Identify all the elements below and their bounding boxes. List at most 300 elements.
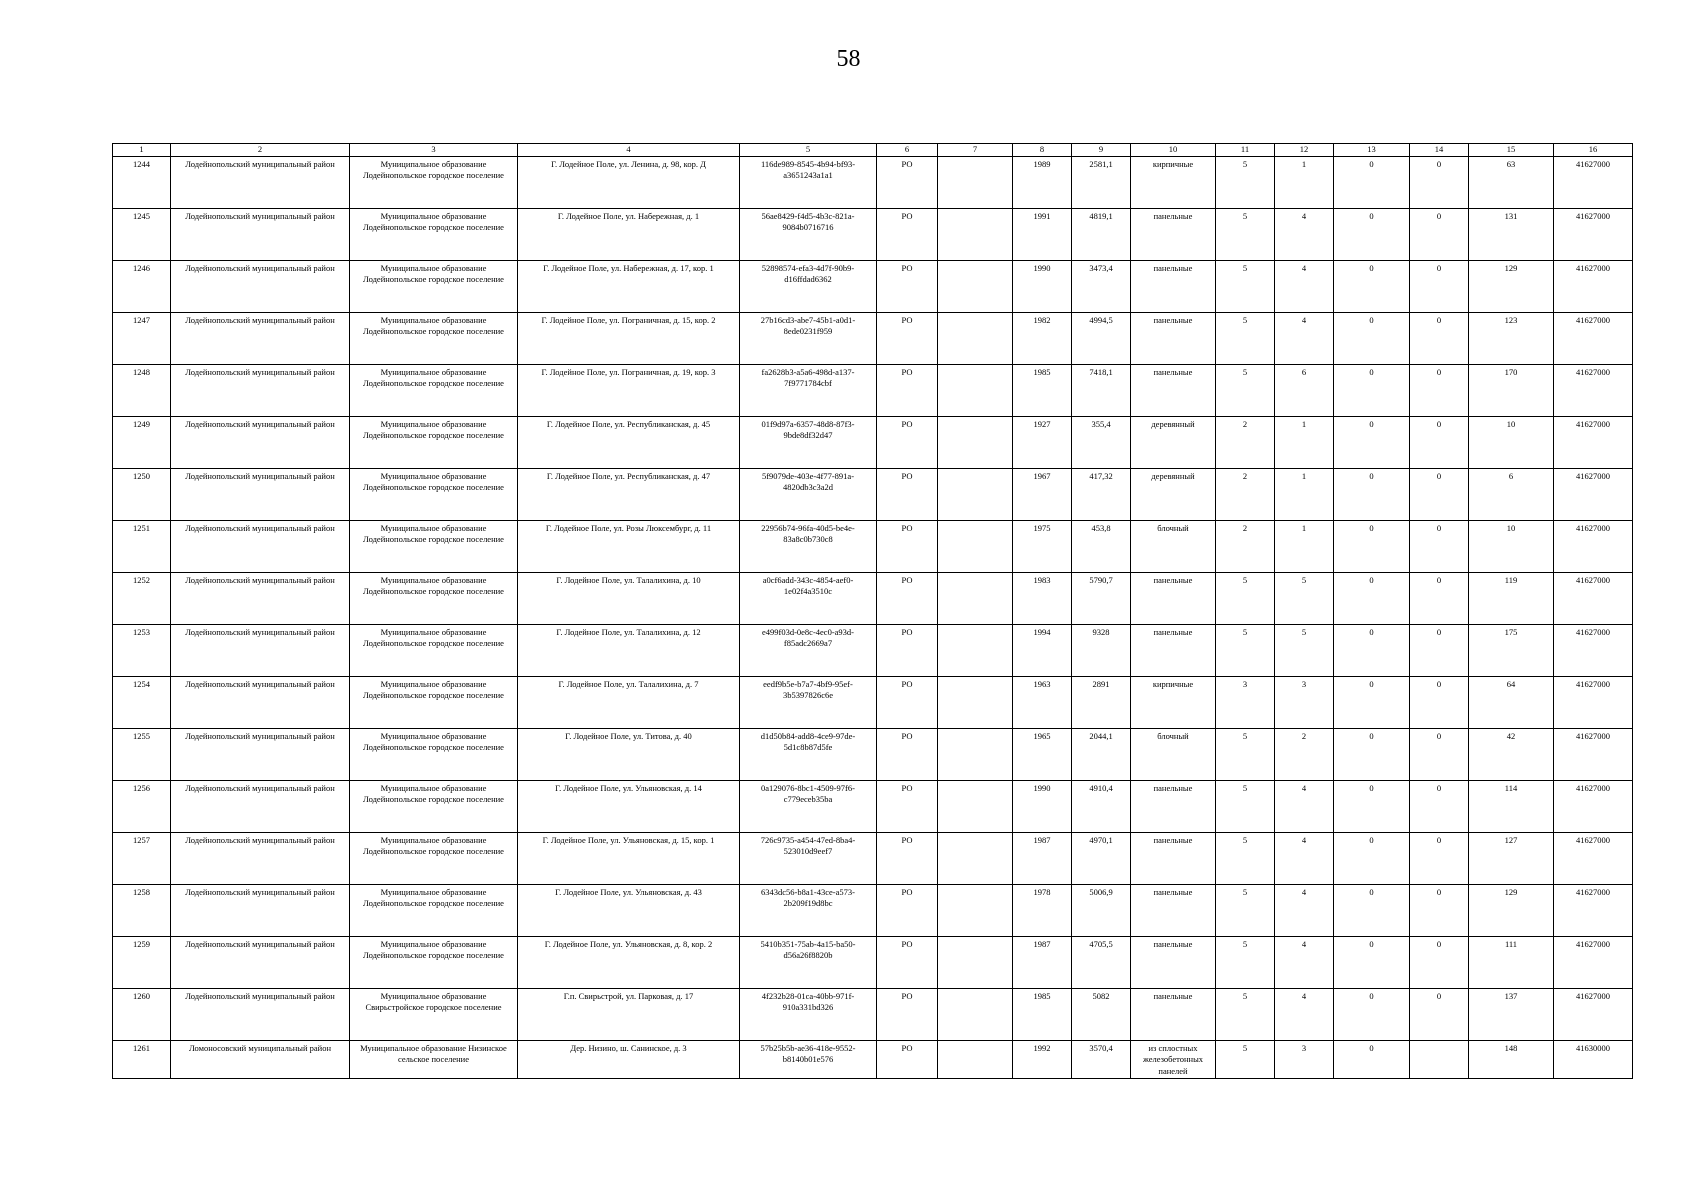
cell-col-13: 0 <box>1334 313 1410 365</box>
cell-apartments: 64 <box>1469 677 1554 729</box>
cell-wall-material: панельные <box>1131 833 1216 885</box>
cell-house-guid: 4f232b28-01ca-40bb-971f-910a331bd326 <box>740 989 877 1041</box>
cell-floors: 5 <box>1216 209 1275 261</box>
cell-col-14: 0 <box>1410 989 1469 1041</box>
cell-ro-code: РО <box>877 469 938 521</box>
cell-district: Лодейнопольский муниципальный район <box>171 781 350 833</box>
cell-floors: 3 <box>1216 677 1275 729</box>
cell-ro-code: РО <box>877 781 938 833</box>
cell-municipality: Муниципальное образование Лодейнопольское городское поселение <box>350 313 518 365</box>
cell-district: Лодейнопольский муниципальный район <box>171 937 350 989</box>
table-row <box>113 1041 1633 1079</box>
cell-address: Г. Лодейное Поле, ул. Набережная, д. 1 <box>518 209 740 261</box>
column-header-14: 14 <box>1410 144 1469 157</box>
cell-entrances: 6 <box>1275 365 1334 417</box>
cell-municipality: Муниципальное образование Лодейнопольское городское поселение <box>350 885 518 937</box>
table-row <box>113 833 1633 885</box>
cell-year-built: 1982 <box>1013 313 1072 365</box>
cell-entrances: 3 <box>1275 1041 1334 1079</box>
cell-district: Лодейнопольский муниципальный район <box>171 729 350 781</box>
cell-col-7 <box>938 469 1013 521</box>
cell-row-number: 1251 <box>113 521 171 573</box>
cell-ro-code: РО <box>877 625 938 677</box>
table-row <box>113 781 1633 833</box>
table-row <box>113 365 1633 417</box>
cell-apartments: 114 <box>1469 781 1554 833</box>
cell-house-guid: 27b16cd3-abe7-45b1-a0d1-8ede0231f959 <box>740 313 877 365</box>
cell-entrances: 4 <box>1275 833 1334 885</box>
column-header-8: 8 <box>1013 144 1072 157</box>
cell-municipality: Муниципальное образование Низинское сельское поселение <box>350 1041 518 1079</box>
cell-district: Лодейнопольский муниципальный район <box>171 417 350 469</box>
cell-apartments: 111 <box>1469 937 1554 989</box>
cell-col-7 <box>938 625 1013 677</box>
cell-area: 2581,1 <box>1072 157 1131 209</box>
cell-col-7 <box>938 521 1013 573</box>
column-header-6: 6 <box>877 144 938 157</box>
cell-wall-material: кирпичные <box>1131 157 1216 209</box>
cell-apartments: 170 <box>1469 365 1554 417</box>
cell-district: Лодейнопольский муниципальный район <box>171 365 350 417</box>
page-number: 58 <box>836 46 861 72</box>
cell-col-7 <box>938 937 1013 989</box>
table-row <box>113 521 1633 573</box>
column-header-7: 7 <box>938 144 1013 157</box>
cell-col-14: 0 <box>1410 157 1469 209</box>
cell-house-guid: d1d50b84-add8-4ce9-97de-5d1c8b87d5fe <box>740 729 877 781</box>
cell-oktmo: 41630000 <box>1554 1041 1633 1079</box>
cell-entrances: 4 <box>1275 937 1334 989</box>
column-header-13: 13 <box>1334 144 1410 157</box>
cell-year-built: 1989 <box>1013 157 1072 209</box>
cell-ro-code: РО <box>877 729 938 781</box>
cell-municipality: Муниципальное образование Лодейнопольское городское поселение <box>350 729 518 781</box>
cell-wall-material: панельные <box>1131 625 1216 677</box>
cell-ro-code: РО <box>877 885 938 937</box>
cell-floors: 2 <box>1216 521 1275 573</box>
cell-col-13: 0 <box>1334 885 1410 937</box>
cell-wall-material: панельные <box>1131 937 1216 989</box>
cell-col-13: 0 <box>1334 677 1410 729</box>
cell-entrances: 4 <box>1275 885 1334 937</box>
cell-oktmo: 41627000 <box>1554 261 1633 313</box>
cell-year-built: 1991 <box>1013 209 1072 261</box>
cell-row-number: 1244 <box>113 157 171 209</box>
cell-apartments: 127 <box>1469 833 1554 885</box>
cell-floors: 5 <box>1216 625 1275 677</box>
cell-floors: 5 <box>1216 573 1275 625</box>
cell-address: Г. Лодейное Поле, ул. Ленина, д. 98, кор. Д <box>518 157 740 209</box>
cell-house-guid: 5f9079de-403e-4f77-891a-4820db3c3a2d <box>740 469 877 521</box>
cell-ro-code: РО <box>877 209 938 261</box>
cell-area: 4705,5 <box>1072 937 1131 989</box>
cell-address: Г. Лодейное Поле, ул. Ульяновская, д. 8, кор. 2 <box>518 937 740 989</box>
cell-col-7 <box>938 157 1013 209</box>
cell-wall-material: блочный <box>1131 521 1216 573</box>
cell-area: 4994,5 <box>1072 313 1131 365</box>
cell-floors: 5 <box>1216 1041 1275 1079</box>
cell-col-14: 0 <box>1410 937 1469 989</box>
cell-wall-material: деревянный <box>1131 417 1216 469</box>
cell-wall-material: панельные <box>1131 989 1216 1041</box>
cell-col-13: 0 <box>1334 781 1410 833</box>
table-row <box>113 573 1633 625</box>
cell-area: 355,4 <box>1072 417 1131 469</box>
table-row <box>113 989 1633 1041</box>
cell-district: Ломоносовский муниципальный район <box>171 1041 350 1079</box>
cell-ro-code: РО <box>877 521 938 573</box>
cell-municipality: Муниципальное образование Лодейнопольское городское поселение <box>350 157 518 209</box>
cell-oktmo: 41627000 <box>1554 729 1633 781</box>
cell-district: Лодейнопольский муниципальный район <box>171 885 350 937</box>
cell-municipality: Муниципальное образование Свирьстройское городское поселение <box>350 989 518 1041</box>
cell-year-built: 1975 <box>1013 521 1072 573</box>
cell-district: Лодейнопольский муниципальный район <box>171 833 350 885</box>
cell-col-13: 0 <box>1334 209 1410 261</box>
cell-floors: 5 <box>1216 781 1275 833</box>
cell-floors: 5 <box>1216 729 1275 781</box>
column-header-4: 4 <box>518 144 740 157</box>
cell-col-13: 0 <box>1334 573 1410 625</box>
cell-year-built: 1985 <box>1013 365 1072 417</box>
cell-area: 2044,1 <box>1072 729 1131 781</box>
cell-ro-code: РО <box>877 157 938 209</box>
cell-area: 453,8 <box>1072 521 1131 573</box>
cell-district: Лодейнопольский муниципальный район <box>171 209 350 261</box>
cell-area: 9328 <box>1072 625 1131 677</box>
cell-row-number: 1260 <box>113 989 171 1041</box>
cell-house-guid: 0a129076-8bc1-4509-97f6-c779eceb35ba <box>740 781 877 833</box>
cell-ro-code: РО <box>877 677 938 729</box>
cell-address: Г. Лодейное Поле, ул. Талалихина, д. 7 <box>518 677 740 729</box>
cell-municipality: Муниципальное образование Лодейнопольское городское поселение <box>350 677 518 729</box>
cell-oktmo: 41627000 <box>1554 469 1633 521</box>
cell-address: Г.п. Свирьстрой, ул. Парковая, д. 17 <box>518 989 740 1041</box>
cell-year-built: 1983 <box>1013 573 1072 625</box>
cell-house-guid: 22956b74-96fa-40d5-be4e-83a8c0b730c8 <box>740 521 877 573</box>
cell-oktmo: 41627000 <box>1554 781 1633 833</box>
cell-year-built: 1992 <box>1013 1041 1072 1079</box>
column-header-3: 3 <box>350 144 518 157</box>
table-row <box>113 677 1633 729</box>
cell-district: Лодейнопольский муниципальный район <box>171 989 350 1041</box>
cell-col-14: 0 <box>1410 573 1469 625</box>
cell-apartments: 123 <box>1469 313 1554 365</box>
cell-floors: 2 <box>1216 469 1275 521</box>
cell-ro-code: РО <box>877 261 938 313</box>
cell-col-13: 0 <box>1334 625 1410 677</box>
column-header-11: 11 <box>1216 144 1275 157</box>
cell-entrances: 2 <box>1275 729 1334 781</box>
cell-wall-material: блочный <box>1131 729 1216 781</box>
cell-col-13: 0 <box>1334 989 1410 1041</box>
housing-register-table <box>112 143 1633 1079</box>
cell-address: Г. Лодейное Поле, ул. Розы Люксембург, д. 11 <box>518 521 740 573</box>
cell-oktmo: 41627000 <box>1554 417 1633 469</box>
table-header <box>113 144 1633 157</box>
cell-area: 4819,1 <box>1072 209 1131 261</box>
cell-col-13: 0 <box>1334 417 1410 469</box>
cell-entrances: 1 <box>1275 417 1334 469</box>
cell-col-14: 0 <box>1410 521 1469 573</box>
cell-area: 7418,1 <box>1072 365 1131 417</box>
cell-area: 3473,4 <box>1072 261 1131 313</box>
cell-floors: 5 <box>1216 365 1275 417</box>
cell-house-guid: 56ae8429-f4d5-4b3c-821a-9084b0716716 <box>740 209 877 261</box>
cell-municipality: Муниципальное образование Лодейнопольское городское поселение <box>350 417 518 469</box>
cell-wall-material: панельные <box>1131 261 1216 313</box>
cell-municipality: Муниципальное образование Лодейнопольское городское поселение <box>350 625 518 677</box>
cell-floors: 5 <box>1216 157 1275 209</box>
cell-municipality: Муниципальное образование Лодейнопольское городское поселение <box>350 833 518 885</box>
cell-wall-material: панельные <box>1131 313 1216 365</box>
cell-col-14: 0 <box>1410 625 1469 677</box>
cell-wall-material: из сплостных железобетонных панелей <box>1131 1041 1216 1079</box>
cell-oktmo: 41627000 <box>1554 833 1633 885</box>
cell-year-built: 1990 <box>1013 261 1072 313</box>
cell-house-guid: e499f03d-0e8c-4ec0-a93d-f85adc2669a7 <box>740 625 877 677</box>
column-header-10: 10 <box>1131 144 1216 157</box>
column-header-1: 1 <box>113 144 171 157</box>
cell-oktmo: 41627000 <box>1554 365 1633 417</box>
cell-entrances: 4 <box>1275 781 1334 833</box>
cell-col-14: 0 <box>1410 833 1469 885</box>
cell-apartments: 129 <box>1469 885 1554 937</box>
cell-ro-code: РО <box>877 417 938 469</box>
cell-house-guid: fa2628b3-a5a6-498d-a137-7f9771784cbf <box>740 365 877 417</box>
cell-entrances: 4 <box>1275 313 1334 365</box>
cell-area: 4910,4 <box>1072 781 1131 833</box>
cell-year-built: 1963 <box>1013 677 1072 729</box>
cell-year-built: 1987 <box>1013 937 1072 989</box>
cell-municipality: Муниципальное образование Лодейнопольское городское поселение <box>350 937 518 989</box>
column-header-9: 9 <box>1072 144 1131 157</box>
cell-col-7 <box>938 261 1013 313</box>
cell-district: Лодейнопольский муниципальный район <box>171 677 350 729</box>
cell-row-number: 1252 <box>113 573 171 625</box>
cell-entrances: 1 <box>1275 157 1334 209</box>
cell-row-number: 1247 <box>113 313 171 365</box>
table-row <box>113 157 1633 209</box>
cell-address: Г. Лодейное Поле, ул. Титова, д. 40 <box>518 729 740 781</box>
cell-col-7 <box>938 729 1013 781</box>
cell-year-built: 1967 <box>1013 469 1072 521</box>
cell-house-guid: 116de989-8545-4b94-bf93-a3651243a1a1 <box>740 157 877 209</box>
cell-ro-code: РО <box>877 365 938 417</box>
table-row <box>113 937 1633 989</box>
cell-area: 5006,9 <box>1072 885 1131 937</box>
cell-address: Г. Лодейное Поле, ул. Ульяновская, д. 14 <box>518 781 740 833</box>
cell-apartments: 63 <box>1469 157 1554 209</box>
cell-col-7 <box>938 833 1013 885</box>
cell-row-number: 1254 <box>113 677 171 729</box>
cell-address: Г. Лодейное Поле, ул. Ульяновская, д. 43 <box>518 885 740 937</box>
cell-address: Г. Лодейное Поле, ул. Республиканская, д. 47 <box>518 469 740 521</box>
cell-area: 5790,7 <box>1072 573 1131 625</box>
cell-area: 4970,1 <box>1072 833 1131 885</box>
cell-area: 5082 <box>1072 989 1131 1041</box>
cell-oktmo: 41627000 <box>1554 157 1633 209</box>
table-row <box>113 261 1633 313</box>
cell-wall-material: панельные <box>1131 885 1216 937</box>
cell-col-13: 0 <box>1334 1041 1410 1079</box>
cell-year-built: 1990 <box>1013 781 1072 833</box>
header-row <box>113 144 1633 157</box>
cell-floors: 2 <box>1216 417 1275 469</box>
cell-entrances: 5 <box>1275 573 1334 625</box>
cell-year-built: 1965 <box>1013 729 1072 781</box>
cell-apartments: 175 <box>1469 625 1554 677</box>
cell-district: Лодейнопольский муниципальный район <box>171 313 350 365</box>
table-row <box>113 209 1633 261</box>
column-header-16: 16 <box>1554 144 1633 157</box>
cell-col-7 <box>938 417 1013 469</box>
cell-col-7 <box>938 313 1013 365</box>
column-header-5: 5 <box>740 144 877 157</box>
cell-row-number: 1255 <box>113 729 171 781</box>
cell-area: 417,32 <box>1072 469 1131 521</box>
cell-floors: 5 <box>1216 885 1275 937</box>
cell-year-built: 1985 <box>1013 989 1072 1041</box>
cell-apartments: 131 <box>1469 209 1554 261</box>
table-row <box>113 469 1633 521</box>
table-row <box>113 625 1633 677</box>
cell-district: Лодейнопольский муниципальный район <box>171 157 350 209</box>
cell-district: Лодейнопольский муниципальный район <box>171 469 350 521</box>
cell-entrances: 4 <box>1275 989 1334 1041</box>
cell-district: Лодейнопольский муниципальный район <box>171 625 350 677</box>
cell-apartments: 148 <box>1469 1041 1554 1079</box>
cell-col-13: 0 <box>1334 729 1410 781</box>
cell-wall-material: кирпичные <box>1131 677 1216 729</box>
cell-house-guid: 726c9735-a454-47ed-8ba4-523010d9eef7 <box>740 833 877 885</box>
cell-col-14: 0 <box>1410 677 1469 729</box>
cell-row-number: 1249 <box>113 417 171 469</box>
table-row <box>113 885 1633 937</box>
cell-col-14: 0 <box>1410 885 1469 937</box>
cell-address: Г. Лодейное Поле, ул. Пограничная, д. 15, кор. 2 <box>518 313 740 365</box>
cell-row-number: 1256 <box>113 781 171 833</box>
cell-col-7 <box>938 781 1013 833</box>
cell-municipality: Муниципальное образование Лодейнопольское городское поселение <box>350 573 518 625</box>
cell-floors: 5 <box>1216 989 1275 1041</box>
cell-ro-code: РО <box>877 937 938 989</box>
cell-apartments: 10 <box>1469 521 1554 573</box>
cell-entrances: 5 <box>1275 625 1334 677</box>
cell-row-number: 1261 <box>113 1041 171 1079</box>
cell-municipality: Муниципальное образование Лодейнопольское городское поселение <box>350 521 518 573</box>
column-header-2: 2 <box>171 144 350 157</box>
cell-row-number: 1258 <box>113 885 171 937</box>
cell-oktmo: 41627000 <box>1554 209 1633 261</box>
cell-address: Г. Лодейное Поле, ул. Ульяновская, д. 15, кор. 1 <box>518 833 740 885</box>
cell-col-14: 0 <box>1410 781 1469 833</box>
cell-municipality: Муниципальное образование Лодейнопольское городское поселение <box>350 781 518 833</box>
cell-district: Лодейнопольский муниципальный район <box>171 261 350 313</box>
cell-address: Г. Лодейное Поле, ул. Талалихина, д. 12 <box>518 625 740 677</box>
cell-address: Г. Лодейное Поле, ул. Талалихина, д. 10 <box>518 573 740 625</box>
cell-ro-code: РО <box>877 313 938 365</box>
table-row <box>113 313 1633 365</box>
cell-col-13: 0 <box>1334 833 1410 885</box>
cell-row-number: 1257 <box>113 833 171 885</box>
cell-col-7 <box>938 989 1013 1041</box>
cell-row-number: 1246 <box>113 261 171 313</box>
table-row <box>113 417 1633 469</box>
cell-house-guid: 57b25b5b-ae36-418e-9552-b8140b01e576 <box>740 1041 877 1079</box>
cell-col-7 <box>938 677 1013 729</box>
column-header-15: 15 <box>1469 144 1554 157</box>
cell-col-14: 0 <box>1410 365 1469 417</box>
cell-apartments: 137 <box>1469 989 1554 1041</box>
cell-address: Г. Лодейное Поле, ул. Набережная, д. 17, кор. 1 <box>518 261 740 313</box>
cell-wall-material: панельные <box>1131 209 1216 261</box>
cell-municipality: Муниципальное образование Лодейнопольское городское поселение <box>350 469 518 521</box>
cell-entrances: 1 <box>1275 521 1334 573</box>
cell-ro-code: РО <box>877 1041 938 1079</box>
cell-row-number: 1245 <box>113 209 171 261</box>
cell-col-7 <box>938 885 1013 937</box>
cell-wall-material: панельные <box>1131 365 1216 417</box>
cell-wall-material: панельные <box>1131 573 1216 625</box>
cell-apartments: 10 <box>1469 417 1554 469</box>
cell-col-7 <box>938 573 1013 625</box>
cell-floors: 5 <box>1216 937 1275 989</box>
cell-year-built: 1927 <box>1013 417 1072 469</box>
cell-address: Г. Лодейное Поле, ул. Пограничная, д. 19, кор. 3 <box>518 365 740 417</box>
cell-col-14: 0 <box>1410 729 1469 781</box>
cell-col-13: 0 <box>1334 261 1410 313</box>
cell-address: Г. Лодейное Поле, ул. Республиканская, д. 45 <box>518 417 740 469</box>
cell-row-number: 1250 <box>113 469 171 521</box>
cell-municipality: Муниципальное образование Лодейнопольское городское поселение <box>350 209 518 261</box>
cell-col-14: 0 <box>1410 469 1469 521</box>
cell-ro-code: РО <box>877 989 938 1041</box>
cell-district: Лодейнопольский муниципальный район <box>171 573 350 625</box>
cell-year-built: 1994 <box>1013 625 1072 677</box>
cell-floors: 5 <box>1216 313 1275 365</box>
cell-address: Дер. Низино, ш. Санинское, д. 3 <box>518 1041 740 1079</box>
cell-floors: 5 <box>1216 261 1275 313</box>
cell-house-guid: 01f9d97a-6357-48d8-87f3-9bde8df32d47 <box>740 417 877 469</box>
table-row <box>113 729 1633 781</box>
cell-ro-code: РО <box>877 573 938 625</box>
cell-entrances: 4 <box>1275 209 1334 261</box>
cell-oktmo: 41627000 <box>1554 989 1633 1041</box>
cell-district: Лодейнопольский муниципальный район <box>171 521 350 573</box>
table-body <box>113 157 1633 1079</box>
cell-wall-material: панельные <box>1131 781 1216 833</box>
cell-col-7 <box>938 1041 1013 1079</box>
cell-apartments: 129 <box>1469 261 1554 313</box>
cell-apartments: 42 <box>1469 729 1554 781</box>
cell-col-14: 0 <box>1410 417 1469 469</box>
cell-oktmo: 41627000 <box>1554 885 1633 937</box>
column-header-12: 12 <box>1275 144 1334 157</box>
cell-house-guid: eedf9b5e-b7a7-4bf9-95ef-3b5397826c6e <box>740 677 877 729</box>
cell-entrances: 3 <box>1275 677 1334 729</box>
cell-col-13: 0 <box>1334 937 1410 989</box>
cell-municipality: Муниципальное образование Лодейнопольское городское поселение <box>350 261 518 313</box>
cell-col-14: 0 <box>1410 261 1469 313</box>
cell-house-guid: 6343dc56-b8a1-43ce-a573-2b209f19d8bc <box>740 885 877 937</box>
cell-house-guid: 52898574-efa3-4d7f-90b9-d16ffdad6362 <box>740 261 877 313</box>
cell-area: 2891 <box>1072 677 1131 729</box>
cell-house-guid: a0cf6add-343c-4854-aef0-1e02f4a3510c <box>740 573 877 625</box>
cell-col-14: 0 <box>1410 209 1469 261</box>
cell-col-7 <box>938 209 1013 261</box>
cell-col-13: 0 <box>1334 521 1410 573</box>
